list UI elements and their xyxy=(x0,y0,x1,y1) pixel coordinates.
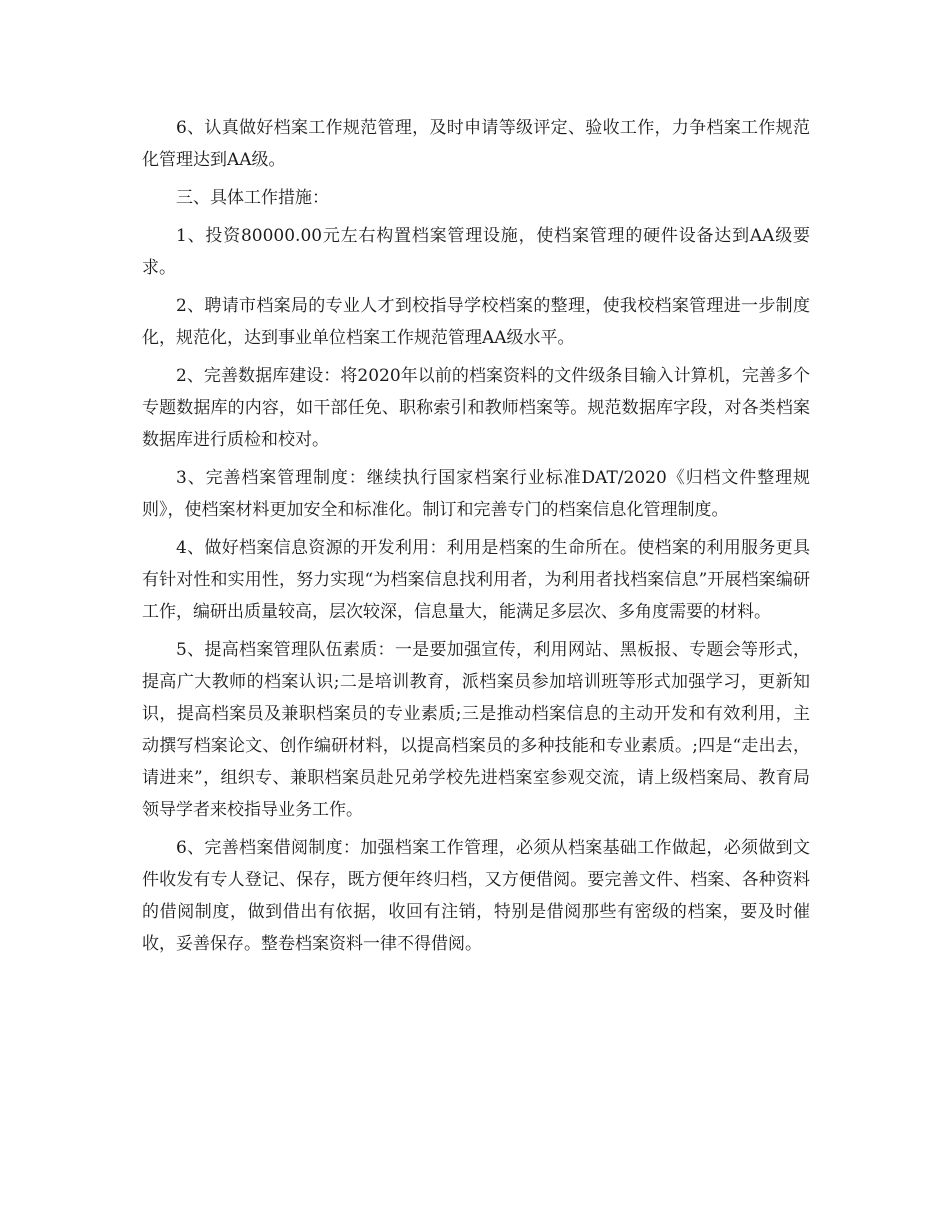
paragraph-investment: 1、投资80000.00元左右构置档案管理设施，使档案管理的硬件设备达到AA级要求。 xyxy=(142,226,810,278)
paragraph-standardization-goal: 6、认真做好档案工作规范管理，及时申请等级评定、验收工作，力争档案工作规范化管理达到AA级。 xyxy=(142,118,810,170)
document-body xyxy=(142,112,810,966)
section-heading-measures: 三、具体工作措施： xyxy=(176,188,329,208)
paragraph-expert-guidance: 2、聘请市档案局的专业人才到校指导学校档案的整理，使我校档案管理进一步制度化，规范化，达到事业单位档案工作规范管理AA级水平。 xyxy=(142,296,810,348)
paragraph-management-system: 3、完善档案管理制度：继续执行国家档案行业标准DAT/2020《归档文件整理规则》，使档案材料更加安全和标准化。制订和完善专门的档案信息化管理制度。 xyxy=(142,468,810,520)
paragraph-resource-utilization: 4、做好档案信息资源的开发利用：利用是档案的生命所在。使档案的利用服务更具有针对性和实用性，努力实现“为档案信息找利用者，为利用者找档案信息”开展档案编研工作，编研出质量较高，层次较深，信息量大，能满足多层次、多角度需要的材料。 xyxy=(142,538,810,622)
paragraph-borrowing-system: 6、完善档案借阅制度：加强档案工作管理，必须从档案基础工作做起，必须做到文件收发有专人登记、保存，既方便年终归档，又方便借阅。要完善文件、档案、各种资料的借阅制度，做到借出有依据，收回有注销，特别是借阅那些有密级的档案，要及时催收，妥善保存。整卷档案资料一律不得借阅。 xyxy=(142,838,810,954)
paragraph-database: 2、完善数据库建设：将2020年以前的档案资料的文件级条目输入计算机，完善多个专题数据库的内容，如干部任免、职称索引和教师档案等。规范数据库字段，对各类档案数据库进行质检和校对。 xyxy=(142,366,810,450)
paragraph-staff-quality: 5、提高档案管理队伍素质：一是要加强宣传，利用网站、黑板报、专题会等形式，提高广大教师的档案认识;二是培训教育，派档案员参加培训班等形式加强学习，更新知识，提高档案员及兼职档案员的专业素质;三是推动档案信息的主动开发和有效利用，主动撰写档案论文、创作编研材料，以提高档案员的多种技能和专业素质。;四是“走出去，请进来”，组织专、兼职档案员赴兄弟学校先进档案室参观交流，请上级档案局、教育局领导学者来校指导业务工作。 xyxy=(142,640,810,820)
